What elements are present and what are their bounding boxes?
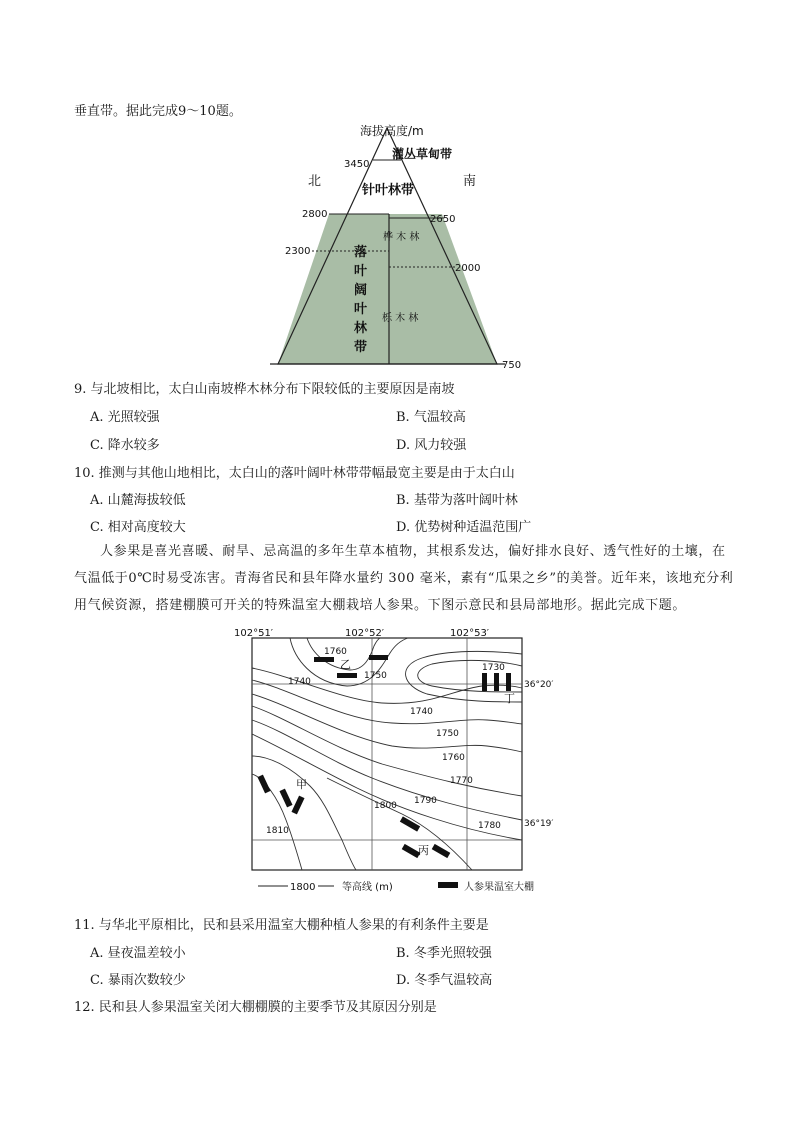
oak-label: 栎 木 林 (382, 313, 419, 324)
q10-option-c[interactable]: C. 相对高度较大 (90, 520, 186, 535)
elev-2300: 2300 (285, 246, 311, 257)
q9-option-c[interactable]: C. 降水较多 (90, 438, 160, 453)
contour-label-1790: 1790 (414, 796, 437, 806)
q10-option-d[interactable]: D. 优势树种适温范围广 (396, 520, 532, 535)
q9-option-d[interactable]: D. 风力较强 (396, 438, 467, 453)
deciduous-char-1: 落 (354, 245, 368, 260)
contour-label-1750-mid: 1750 (436, 729, 459, 739)
contour-label-1800: 1800 (374, 801, 397, 811)
place-ding: 丁 (504, 692, 515, 705)
place-jia: 甲 (296, 778, 307, 791)
contour-label-1780: 1780 (478, 821, 501, 831)
lon-label-1: 102°51′ (234, 628, 274, 639)
contour-label-1730: 1730 (482, 663, 505, 673)
q11-stem: 11. 与华北平原相比，民和县采用温室大棚种植人参果的有利条件主要是 (74, 918, 489, 933)
place-yi: 乙 (340, 658, 351, 671)
contour-label-1760-top: 1760 (324, 647, 347, 657)
lat-label-1: 36°20′ (524, 680, 554, 690)
lon-label-2: 102°52′ (345, 628, 385, 639)
contour-label-1750-top: 1750 (364, 671, 387, 681)
q11-option-a[interactable]: A. 昼夜温差较小 (90, 946, 186, 961)
legend-greenhouse-label: 人参果温室大棚 (464, 882, 534, 893)
contour-map (232, 628, 554, 896)
birch-label: 桦 木 林 (383, 232, 420, 243)
deciduous-char-2: 叶 (354, 264, 368, 279)
lat-label-2: 36°19′ (524, 819, 554, 829)
place-bing: 丙 (418, 844, 429, 857)
deciduous-char-5: 林 (354, 321, 368, 336)
legend-contour-label: 等高线 (m) (342, 882, 393, 893)
contour-label-1770: 1770 (450, 776, 473, 786)
passage: 人参果是喜光喜暖、耐旱、忌高温的多年生草本植物，其根系发达，偏好排水良好、透气性好的土壤，在气温低于0℃时易受冻害。青海省民和县年降水量约 300 毫米，素有“瓜果之乡”的美誉。近年来，该地充分利用气候资源，搭建棚膜可开关的特殊温室大棚栽培人参果。下图示意民和县局部地形。据此完成下题。 (74, 544, 734, 613)
contour-label-1740-mid: 1740 (410, 707, 433, 717)
elev-750: 750 (502, 360, 522, 371)
north-label: 北 (308, 174, 322, 189)
elev-2800: 2800 (302, 209, 328, 220)
y-axis-label: 海拔高度/m (360, 124, 424, 138)
elev-2650: 2650 (430, 214, 456, 225)
legend-contour-value: 1800 (290, 882, 316, 893)
q9-option-a[interactable]: A. 光照较强 (90, 410, 160, 425)
conifer-label: 针叶林带 (362, 183, 415, 198)
elev-3450: 3450 (344, 159, 370, 170)
deciduous-char-3: 阔 (354, 283, 368, 298)
deciduous-char-4: 叶 (354, 302, 368, 317)
contour-label-1740-left: 1740 (288, 677, 311, 687)
shrub-meadow-label: 灌丛草甸带 (392, 147, 453, 161)
vertical-zone-diagram (265, 118, 530, 372)
q10-option-b[interactable]: B. 基带为落叶阔叶林 (396, 493, 518, 508)
lon-label-3: 102°53′ (450, 628, 490, 639)
elev-2000: 2000 (455, 263, 481, 274)
contour-label-1810: 1810 (266, 826, 289, 836)
deciduous-char-6: 带 (354, 340, 368, 355)
q12-stem: 12. 民和县人参果温室关闭大棚棚膜的主要季节及其原因分别是 (74, 1000, 437, 1015)
south-label: 南 (463, 174, 477, 189)
q11-option-d[interactable]: D. 冬季气温较高 (396, 973, 493, 988)
q10-option-a[interactable]: A. 山麓海拔较低 (90, 493, 186, 508)
contour-label-1760-mid: 1760 (442, 753, 465, 763)
q11-option-b[interactable]: B. 冬季光照较强 (396, 946, 492, 961)
q10-stem: 10. 推测与其他山地相比，太白山的落叶阔叶林带带幅最宽主要是由于太白山 (74, 466, 515, 481)
intro-line: 垂直带。据此完成9～10题。 (74, 104, 242, 119)
q11-option-c[interactable]: C. 暴雨次数较少 (90, 973, 186, 988)
q9-stem: 9. 与北坡相比，太白山南坡桦木林分布下限较低的主要原因是南坡 (74, 382, 455, 397)
legend-greenhouse-symbol (438, 882, 458, 888)
q9-option-b[interactable]: B. 气温较高 (396, 410, 466, 425)
